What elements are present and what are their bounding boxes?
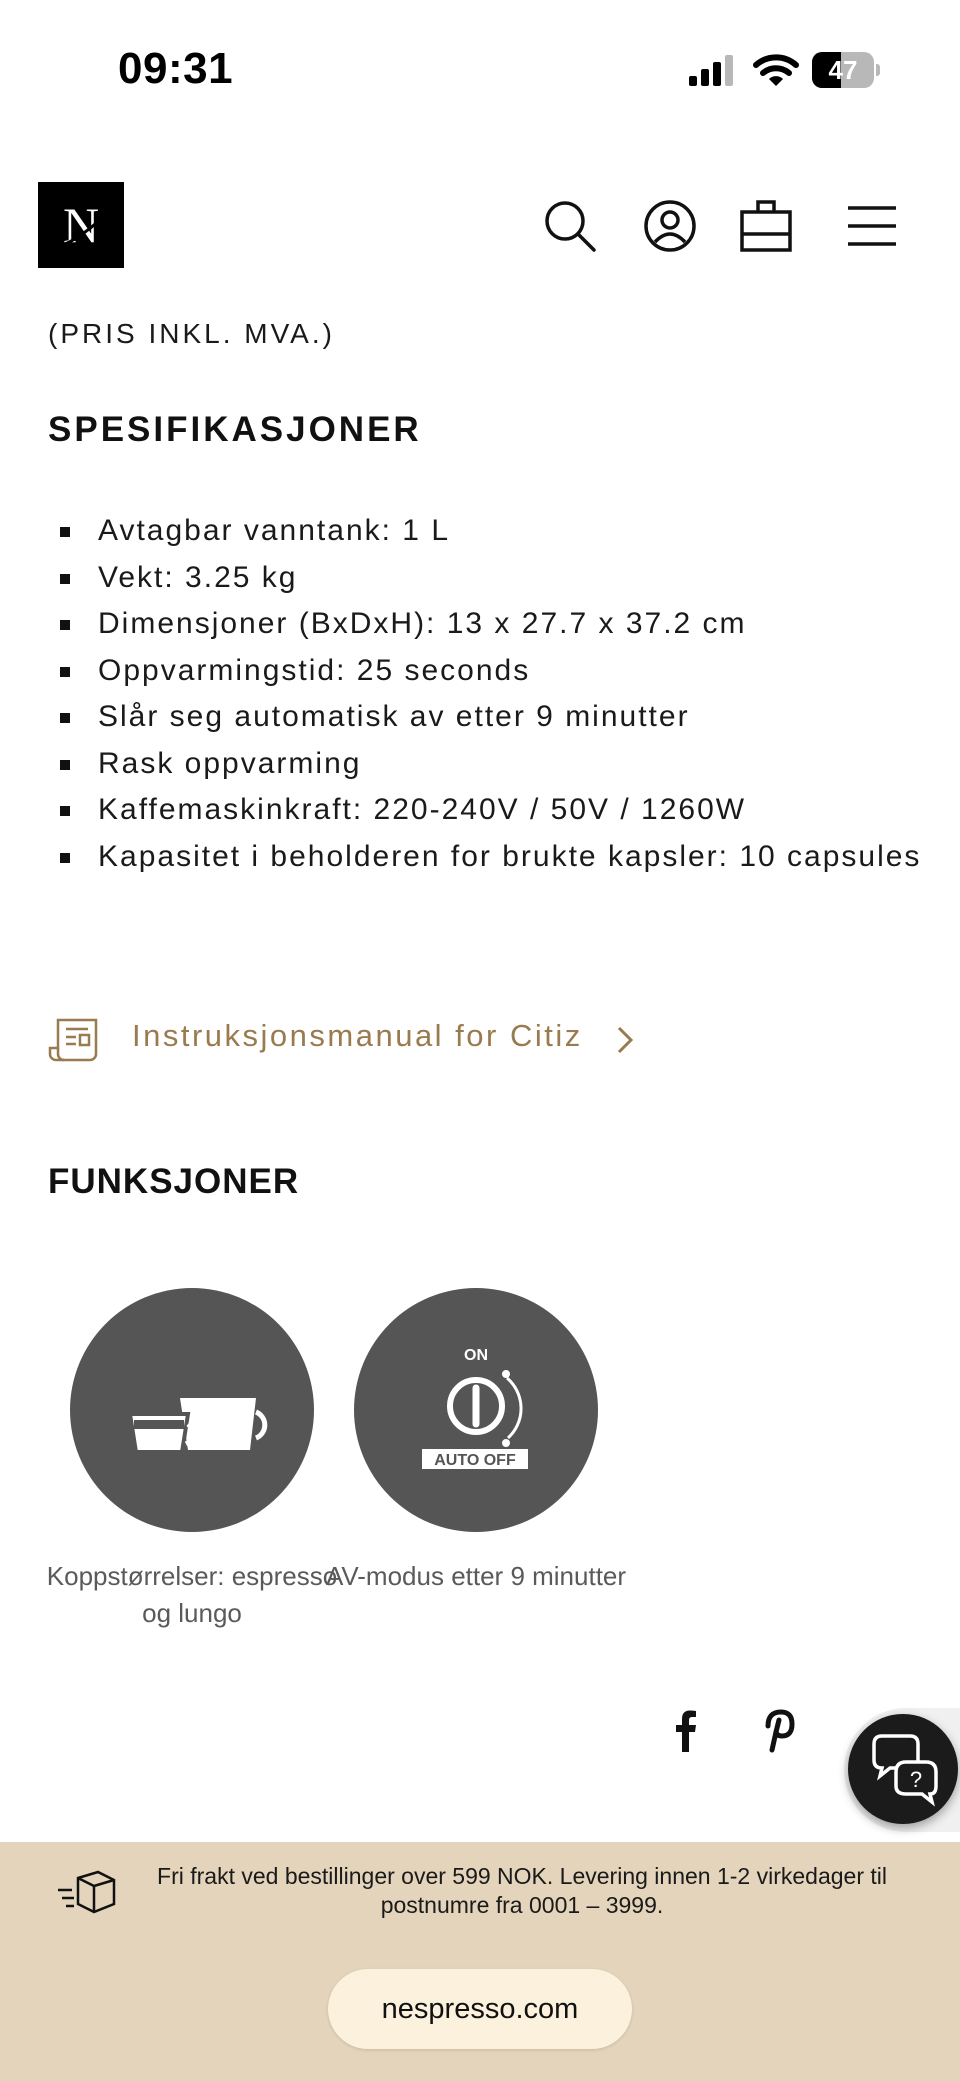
pinterest-share-button[interactable] <box>754 1706 802 1754</box>
spec-text: Kaffemaskinkraft: 220-240V / 50V / 1260W <box>98 793 747 826</box>
chat-help-icon <box>848 1714 958 1824</box>
feature-icon-circle <box>354 1288 598 1532</box>
svg-text:N: N <box>62 197 100 253</box>
spec-item <box>48 694 928 741</box>
battery-icon <box>812 52 880 88</box>
cellular-signal-icon <box>688 54 736 88</box>
feature-label: Koppstørrelser: espresso og lungo <box>46 1561 338 1628</box>
spec-text: Slår seg automatisk av etter 9 minutter <box>98 700 690 733</box>
svg-text:?: ? <box>909 1767 923 1792</box>
status-bar <box>0 0 960 140</box>
search-icon <box>542 198 598 254</box>
user-icon <box>642 198 698 254</box>
svg-text:AUTO OFF: AUTO OFF <box>434 1452 516 1469</box>
bullet <box>60 667 70 677</box>
bullet <box>60 713 70 723</box>
bullet <box>60 620 70 630</box>
shipping-banner <box>0 1842 960 2081</box>
delivery-box-icon <box>56 1868 118 1920</box>
help-chat-button[interactable] <box>844 1708 960 1832</box>
battery-level: 47 <box>828 55 858 85</box>
bullet <box>60 527 70 537</box>
nespresso-logo[interactable] <box>38 182 124 268</box>
feature-icon-circle <box>70 1288 314 1532</box>
spec-item <box>48 555 928 602</box>
browser-address-bar[interactable]: nespresso.com <box>328 1969 632 2049</box>
price-note: (PRIS INKL. MVA.) <box>48 318 335 349</box>
spec-text: Avtagbar vanntank: 1 L <box>98 514 450 547</box>
instruction-manual-label: Instruksjonsmanual for Citiz <box>132 1018 583 1053</box>
instruction-manual-link[interactable] <box>48 1014 668 1064</box>
shopping-bag-icon <box>738 198 794 254</box>
cups-icon <box>70 1288 314 1532</box>
shipping-info-text: Fri frakt ved bestillinger over 599 NOK. Levering innen 1-2 virkedager til postnumre fra 0001 – 3999. <box>157 1863 887 1918</box>
bullet <box>60 806 70 816</box>
search-button[interactable] <box>542 198 598 254</box>
bullet <box>60 760 70 770</box>
spec-item <box>48 648 928 695</box>
pinterest-icon <box>754 1706 802 1754</box>
spec-item <box>48 834 928 881</box>
status-time: 09:31 <box>118 44 234 93</box>
svg-text:ON: ON <box>464 1347 488 1364</box>
spec-text: Dimensjoner (BxDxH): 13 x 27.7 x 37.2 cm <box>98 607 747 640</box>
auto-off-icon <box>354 1288 598 1532</box>
bullet <box>60 574 70 584</box>
feature-label: AV-modus etter 9 minutter <box>325 1561 627 1591</box>
spec-item <box>48 601 928 648</box>
spec-text: Kapasitet i beholderen for brukte kapsler: 10 capsules <box>98 839 922 873</box>
document-icon <box>48 1016 100 1062</box>
facebook-share-button[interactable] <box>662 1706 710 1754</box>
bullet <box>60 853 70 863</box>
spec-item <box>48 508 928 555</box>
menu-button[interactable] <box>844 198 900 254</box>
account-button[interactable] <box>642 198 698 254</box>
wifi-icon <box>752 52 800 88</box>
spec-item <box>48 741 928 788</box>
spec-item <box>48 787 928 834</box>
nespresso-logo-icon <box>38 182 124 268</box>
cart-button[interactable] <box>738 198 794 254</box>
chevron-right-icon <box>614 1024 636 1056</box>
spec-text: Vekt: 3.25 kg <box>98 560 298 594</box>
facebook-icon <box>662 1706 710 1754</box>
spec-text: Oppvarmingstid: 25 seconds <box>98 653 531 687</box>
specifications-list <box>48 508 928 880</box>
features-heading: FUNKSJONER <box>48 1162 300 1201</box>
specifications-heading: SPESIFIKASJONER <box>48 410 422 449</box>
site-header <box>0 180 960 272</box>
spec-text: Rask oppvarming <box>98 746 362 780</box>
hamburger-menu-icon <box>844 198 900 254</box>
